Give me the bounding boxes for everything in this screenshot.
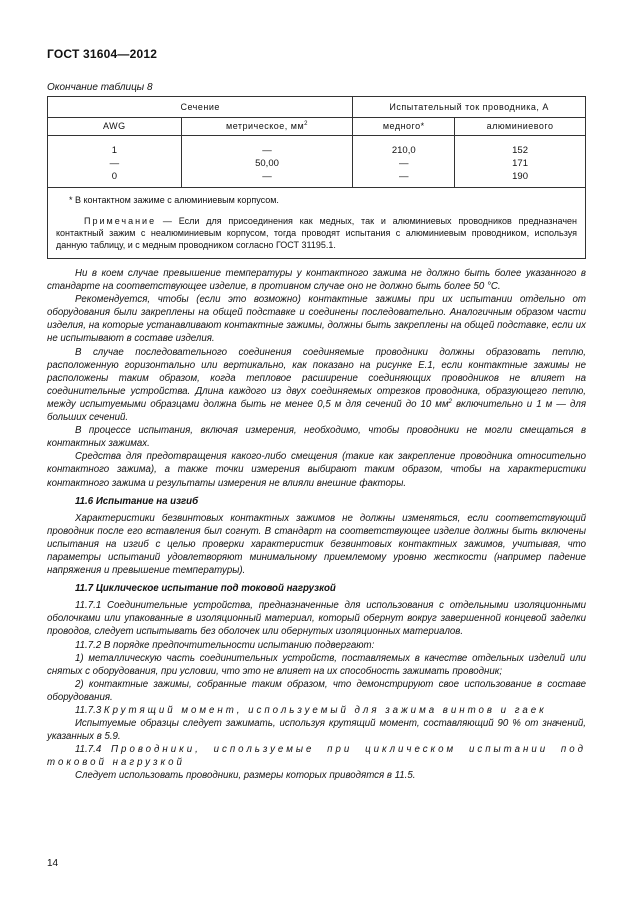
page-number: 14 xyxy=(47,858,59,869)
copper-value: — xyxy=(399,171,409,182)
subheader-metric-label: метрическое, мм xyxy=(226,121,305,131)
paragraph: Средства для предотвращения какого-либо смещения (такие как закрепление проводника относительно контактного зажима), а также точки измерения выбирают таким образом, чтобы на характеристики контактного зажима и результаты измерения не влияли внешние факторы. xyxy=(47,451,586,489)
paragraph-part: включительно и 1 м — для больших сечений. xyxy=(47,398,586,424)
metric-value: 50,00 xyxy=(255,158,279,169)
table-note xyxy=(56,215,577,251)
aluminium-value: 152 xyxy=(512,145,528,156)
copper-value: — xyxy=(399,158,409,169)
paragraph-sup: 2 xyxy=(448,398,452,405)
paragraph: 11.7.2 В порядке предпочтительности испытанию подвергают: xyxy=(75,639,375,651)
subsection-title-11-7-4 xyxy=(47,743,586,769)
paragraph: Испытуемые образцы следует зажимать, используя крутящий момент, составляющий 90 % от значений, указанных в 5.9. xyxy=(47,718,586,743)
paragraph: Ни в коем случае превышение температуры у контактного зажима не должно быть более указанного в стандарте на соответствующее изделие, в противном случае оно не должно быть более 50 °С. xyxy=(47,268,586,293)
awg-cell xyxy=(48,136,182,188)
subsection-title: Крутящий момент, используемый для зажима винтов и гаек xyxy=(103,705,547,716)
aluminium-cell xyxy=(455,136,586,188)
aluminium-value: 171 xyxy=(512,158,528,169)
note-text: — Если для присоединения как медных, так и алюминиевых проводников предназначен контактный зажим с неалюминиевым корпусом, тогда проводят испытания с алюминиевым проводником, используя данную таблицу, и с медным проводником согласно ГОСТ 31195.1. xyxy=(56,216,577,250)
subsection-number: 11.7.3 xyxy=(75,705,104,716)
subheader-aluminium: алюминиевого xyxy=(455,118,586,136)
metric-cell xyxy=(181,136,353,188)
aluminium-value: 190 xyxy=(512,171,528,182)
col-header-section: Сечение xyxy=(48,97,353,118)
copper-cell xyxy=(353,136,455,188)
paragraph-part: В случае последовательного соединения соединяемые проводники должны образовать петлю, расположенную горизонтально или вертикально, как показано на рисунке Е.1, если контактные зажимы не расположены таким образом, когда тепловое расширение соединяющих проводников не влияет на соединительные устройства. Длина каждого из двух соединяемых отрезков проводника, образующего петлю, между испытуемыми образцами должна быть не менее 0,5 м для сечений до 10 мм xyxy=(47,346,586,410)
paragraph: В процессе испытания, включая измерения, необходимо, чтобы проводники не могли смещаться в контактных зажимах. xyxy=(47,425,586,450)
subsection-title-11-7-3 xyxy=(47,704,586,717)
col-header-test-current: Испытательный ток проводника, А xyxy=(353,97,586,118)
subheader-copper: медного* xyxy=(353,118,455,136)
note-label: Примечание xyxy=(84,216,157,226)
section-heading-11-6: 11.6 Испытание на изгиб xyxy=(75,495,199,507)
awg-value: 0 xyxy=(111,171,117,182)
paragraph: 2) контактные зажимы, собранные таким образом, что демонстрируют свое использование в составе оборудования. xyxy=(47,678,586,703)
paragraph: Следует использовать проводники, размеры которых приводятся в 11.5. xyxy=(75,770,416,782)
paragraph: 11.7.1 Соединительные устройства, предназначенные для использования с отдельными изоляционными оболочками или упакованные в изоляционный материал, который обернут вокруг завершенной концевой заделки проводов, следует испытывать без оболочек или обернутых изоляционных материалов. xyxy=(47,600,586,638)
body-text xyxy=(47,267,586,783)
awg-value: 1 xyxy=(111,145,117,156)
section-heading-11-7: 11.7 Циклическое испытание под токовой нагрузкой xyxy=(75,583,336,595)
paragraph: Рекомендуется, чтобы (если это возможно) контактные зажимы при их испытании отдельно от оборудования были закреплены на общей подставке и соединены последовательно. Аналогичным образом части изделия, на которые устанавливают контактные зажимы, должны быть закреплены на общей подставке, если их не испытывают в составе изделия. xyxy=(47,294,586,345)
subsection-number: 11.7.4 xyxy=(75,744,112,756)
paragraph: Характеристики безвинтовых контактных зажимов не должны изменяться, если соответствующий проводник после его вставления был согнут. В стандарт на соответствующее изделие должны быть включены испытания на изгиб с целью проверки характеристик безвинтовых контактных зажимов, учитывая, что параметры испытаний удовлетворяют минимальному приемлемому уровню жесткости (например падение напряжения и превышение температуры). xyxy=(47,512,586,577)
test-current-table xyxy=(47,96,586,259)
paragraph xyxy=(47,346,586,425)
subheader-awg: AWG xyxy=(48,118,182,136)
metric-value: — xyxy=(262,145,272,156)
table-notes xyxy=(48,188,586,259)
table-caption: Окончание таблицы 8 xyxy=(47,82,153,93)
table-footnote: * В контактном зажиме с алюминиевым корпусом. xyxy=(69,195,279,205)
metric-value: — xyxy=(262,171,272,182)
document-header: ГОСТ 31604—2012 xyxy=(47,47,158,61)
subheader-metric xyxy=(181,118,353,136)
copper-value: 210,0 xyxy=(391,145,416,156)
awg-value: — xyxy=(109,158,120,169)
subsection-title: Проводники, используемые при циклическом испытании под токовой нагрузкой xyxy=(47,744,587,769)
subheader-metric-sup: 2 xyxy=(304,121,309,127)
paragraph: 1) металлическую часть соединительных устройств, поставляемых в качестве отдельных изделий или снятых с оборудования, при условии, что это не влияет на их способность зажимать проводник; xyxy=(47,652,586,677)
